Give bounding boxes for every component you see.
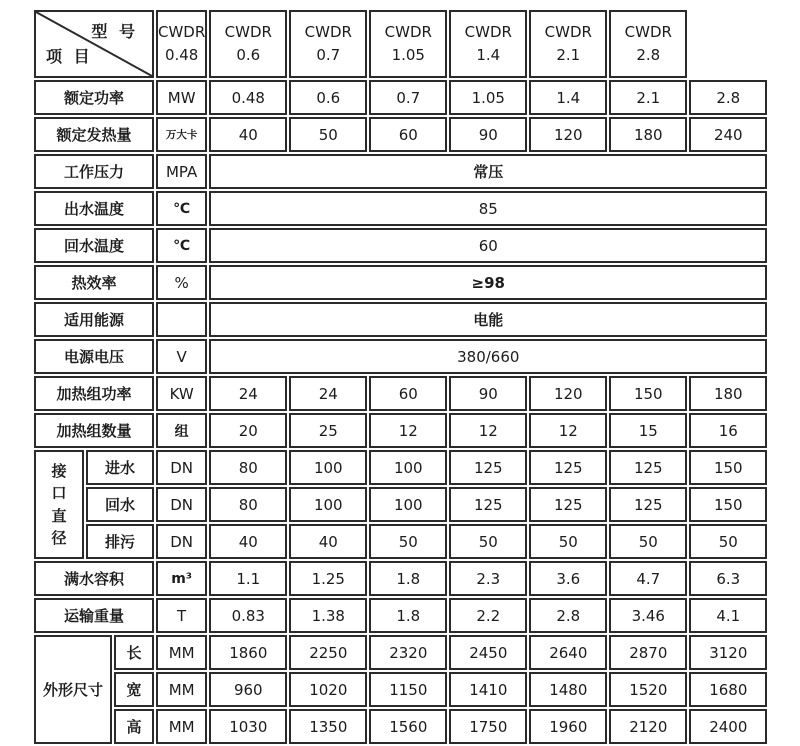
value-cell: 1680 [689,672,767,707]
model-prefix: CWDR [304,22,352,41]
value-cell: 3120 [689,635,767,670]
group-label-text: 接口直径 [51,461,67,547]
value-cell: 125 [609,450,687,485]
value-cell: 50 [609,524,687,559]
value-cell: 2870 [609,635,687,670]
unit-cell: ℃ [156,228,207,263]
model-header-cell [209,10,287,78]
row-label: 运输重量 [34,598,154,633]
value-cell: 125 [529,450,607,485]
value-cell: 100 [289,487,367,522]
value-cell: 125 [609,487,687,522]
value-cell: 1750 [449,709,527,744]
value-cell: 60 [369,117,447,152]
unit-cell: DN [156,450,207,485]
unit-cell: DN [156,487,207,522]
value-cell: 100 [369,450,447,485]
value-cell: 1960 [529,709,607,744]
value-cell: 2250 [289,635,367,670]
value-cell: 1560 [369,709,447,744]
model-prefix: CWDR [224,22,272,41]
model-prefix: CWDR [158,22,206,41]
value-cell: 3.6 [529,561,607,596]
value-cell: 15 [609,413,687,448]
corner-item-label: 项 目 [46,47,93,66]
value-cell: 240 [689,117,767,152]
model-size: 2.1 [556,46,581,64]
value-cell: 2.1 [609,80,687,115]
sub-row-label: 高 [114,709,154,744]
sub-row-label: 宽 [114,672,154,707]
model-header-cell [289,10,367,78]
row-label: 回水温度 [34,228,154,263]
sub-row-label: 回水 [86,487,154,522]
value-cell: 40 [209,524,287,559]
value-cell: 25 [289,413,367,448]
value-cell: 4.7 [609,561,687,596]
value-cell: 50 [529,524,607,559]
row-label: 工作压力 [34,154,154,189]
value-cell: 1480 [529,672,607,707]
sub-row-label: 进水 [86,450,154,485]
merged-value-cell: 380/660 [209,339,767,374]
value-cell: 12 [449,413,527,448]
value-cell: 50 [689,524,767,559]
unit-cell: DN [156,524,207,559]
value-cell: 4.1 [689,598,767,633]
value-cell: 150 [609,376,687,411]
spec-table [32,8,769,746]
value-cell: 1.38 [289,598,367,633]
unit-cell: MW [156,80,207,115]
value-cell: 960 [209,672,287,707]
row-label: 满水容积 [34,561,154,596]
value-cell: 1020 [289,672,367,707]
value-cell: 100 [369,487,447,522]
merged-value-cell: 电能 [209,302,767,337]
value-cell: 1520 [609,672,687,707]
model-prefix: CWDR [464,22,512,41]
unit-cell [156,302,207,337]
row-label: 额定功率 [34,80,154,115]
merged-value-cell: 常压 [209,154,767,189]
unit-cell: 万大卡 [156,117,207,152]
unit-cell: MM [156,709,207,744]
model-header-cell [449,10,527,78]
model-size: 0.48 [164,46,199,64]
model-size: 1.4 [476,46,501,64]
value-cell: 120 [529,376,607,411]
value-cell: 1150 [369,672,447,707]
model-prefix: CWDR [544,22,592,41]
value-cell: 16 [689,413,767,448]
row-label: 适用能源 [34,302,154,337]
row-label: 额定发热量 [34,117,154,152]
unit-cell: KW [156,376,207,411]
value-cell: 0.48 [209,80,287,115]
corner-cell [34,10,154,78]
value-cell: 2.2 [449,598,527,633]
value-cell: 40 [209,117,287,152]
value-cell: 100 [289,450,367,485]
value-cell: 1.05 [449,80,527,115]
model-prefix: CWDR [384,22,432,41]
value-cell: 2400 [689,709,767,744]
value-cell: 50 [369,524,447,559]
value-cell: 2120 [609,709,687,744]
value-cell: 125 [449,450,527,485]
value-cell: 1.8 [369,561,447,596]
value-cell: 125 [529,487,607,522]
value-cell: 125 [449,487,527,522]
value-cell: 24 [289,376,367,411]
model-header-cell [529,10,607,78]
value-cell: 2.8 [689,80,767,115]
value-cell: 2450 [449,635,527,670]
value-cell: 40 [289,524,367,559]
unit-cell: 组 [156,413,207,448]
value-cell: 180 [609,117,687,152]
corner-model-label: 型 号 [91,22,138,41]
value-cell: 1.1 [209,561,287,596]
value-cell: 6.3 [689,561,767,596]
unit-cell: m³ [156,561,207,596]
value-cell: 0.83 [209,598,287,633]
value-cell: 150 [689,487,767,522]
value-cell: 2.3 [449,561,527,596]
unit-cell: % [156,265,207,300]
value-cell: 1410 [449,672,527,707]
value-cell: 80 [209,450,287,485]
unit-cell: MM [156,672,207,707]
model-size: 0.6 [236,46,261,64]
value-cell: 24 [209,376,287,411]
value-cell: 3.46 [609,598,687,633]
unit-cell: MPA [156,154,207,189]
unit-cell: ℃ [156,191,207,226]
value-cell: 120 [529,117,607,152]
value-cell: 20 [209,413,287,448]
value-cell: 150 [689,450,767,485]
merged-value-cell: ≥98 [209,265,767,300]
model-prefix: CWDR [624,22,672,41]
model-size: 0.7 [316,46,341,64]
value-cell: 1.4 [529,80,607,115]
value-cell: 1860 [209,635,287,670]
row-label: 热效率 [34,265,154,300]
value-cell: 90 [449,117,527,152]
model-header-cell [156,10,207,78]
value-cell: 1350 [289,709,367,744]
unit-cell: MM [156,635,207,670]
model-header-cell [609,10,687,78]
value-cell: 0.7 [369,80,447,115]
value-cell: 0.6 [289,80,367,115]
merged-value-cell: 60 [209,228,767,263]
value-cell: 12 [529,413,607,448]
unit-cell: T [156,598,207,633]
model-size: 1.05 [391,46,425,64]
value-cell: 12 [369,413,447,448]
value-cell: 90 [449,376,527,411]
merged-value-cell: 85 [209,191,767,226]
group-label [34,450,84,559]
value-cell: 2640 [529,635,607,670]
sub-row-label: 排污 [86,524,154,559]
row-label: 加热组功率 [34,376,154,411]
unit-cell: V [156,339,207,374]
value-cell: 180 [689,376,767,411]
value-cell: 2.8 [529,598,607,633]
value-cell: 50 [449,524,527,559]
value-cell: 50 [289,117,367,152]
value-cell: 80 [209,487,287,522]
row-label: 加热组数量 [34,413,154,448]
value-cell: 1030 [209,709,287,744]
value-cell: 1.8 [369,598,447,633]
model-header-cell [369,10,447,78]
sub-row-label: 长 [114,635,154,670]
value-cell: 60 [369,376,447,411]
model-size: 2.8 [636,46,661,64]
row-label: 电源电压 [34,339,154,374]
group-label-text: 外形尺寸 [42,681,103,699]
value-cell: 1.25 [289,561,367,596]
group-label [34,635,112,744]
value-cell: 2320 [369,635,447,670]
row-label: 出水温度 [34,191,154,226]
